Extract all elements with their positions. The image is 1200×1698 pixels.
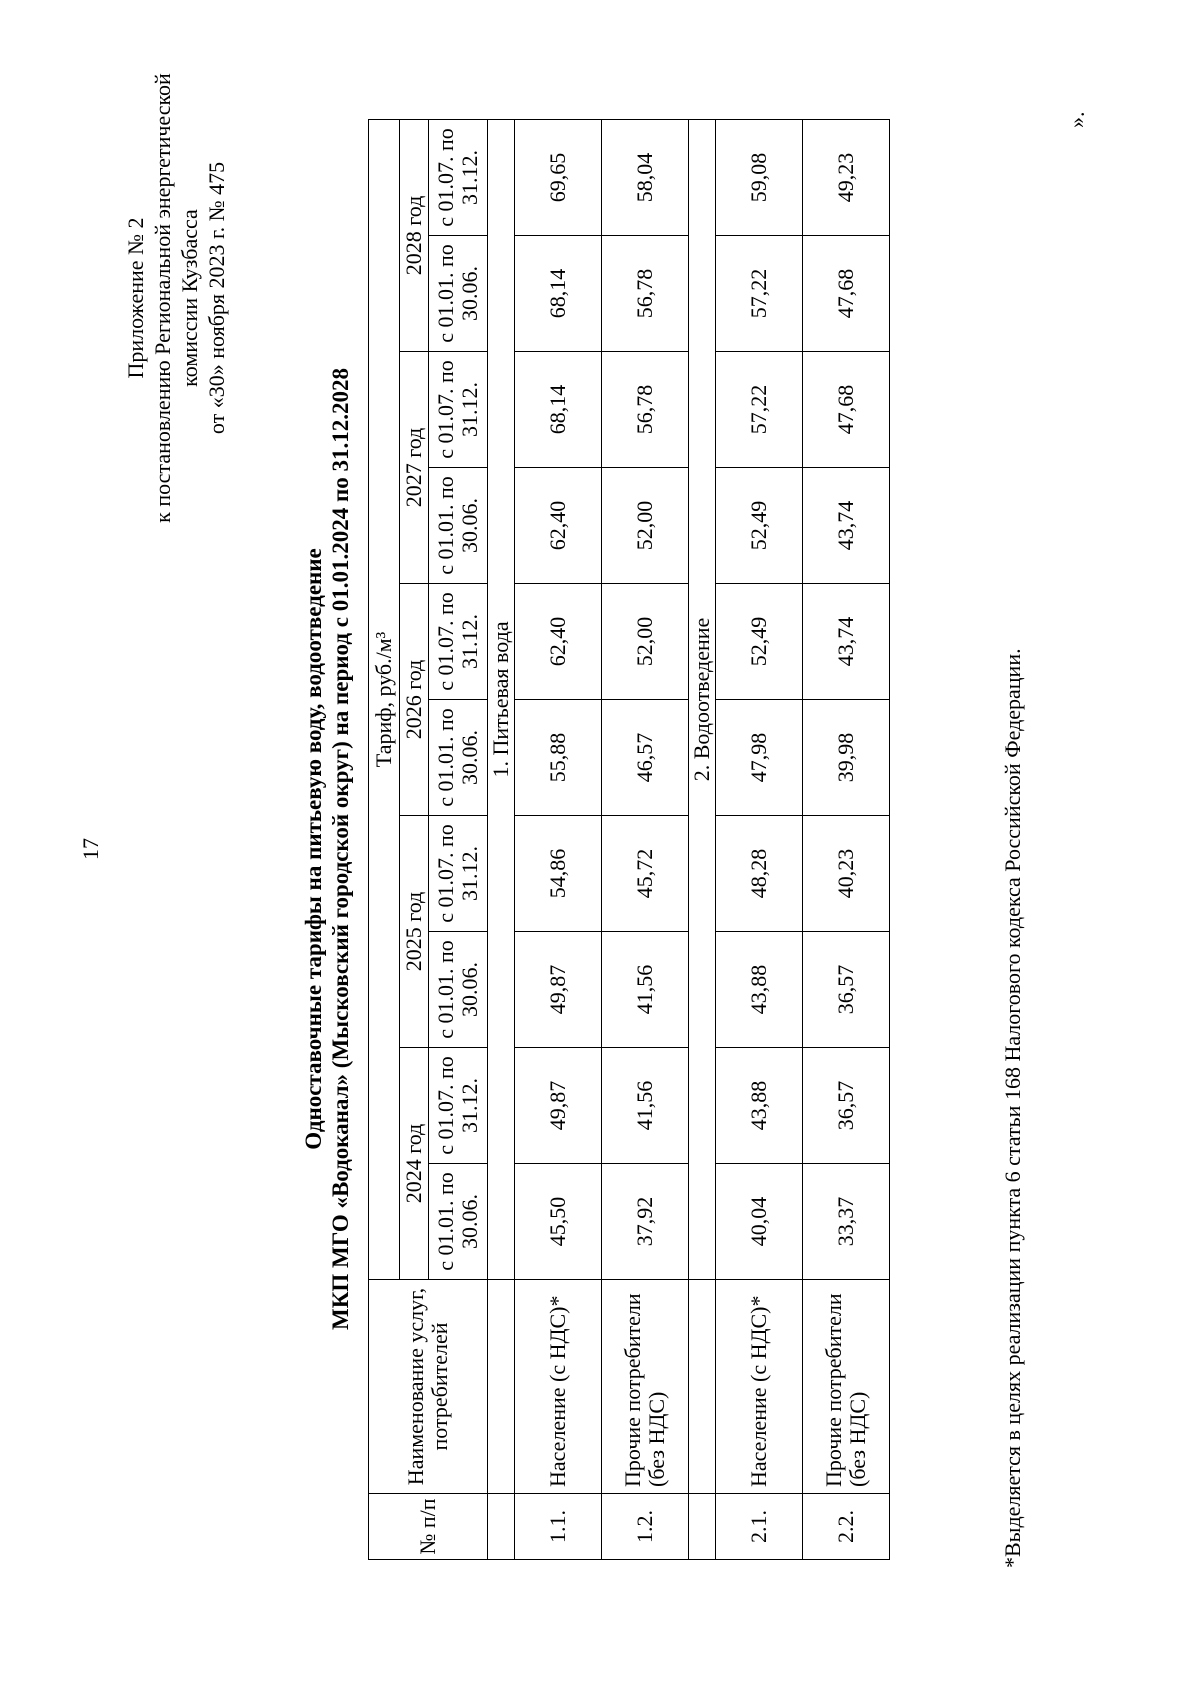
tariff-value-cell: 41,56: [602, 932, 689, 1048]
tariff-value-cell: 59,08: [716, 119, 803, 235]
row-number: 2.1.: [716, 1494, 803, 1560]
header-num: № п/п: [369, 1494, 488, 1560]
header-period-second: с 01.07. по 31.12.: [429, 119, 488, 235]
row-consumer-name: Прочие потребители (без НДС): [803, 1280, 890, 1494]
table-row: [602, 119, 689, 1559]
title-line-1: Одноставочные тарифы на питьевую воду, водоотведение: [301, 548, 326, 1150]
tariff-value-cell: 56,78: [602, 352, 689, 468]
header-period-first: с 01.01. по 30.06.: [429, 468, 488, 584]
header-period-first: с 01.01. по 30.06.: [429, 700, 488, 816]
tariff-value-cell: 41,56: [602, 1048, 689, 1164]
table-row: [803, 119, 890, 1559]
tariff-value-cell: 47,68: [803, 236, 890, 352]
appendix-line-4: от «30» ноября 2023 г. № 475: [204, 161, 229, 435]
tariff-value-cell: 52,49: [716, 584, 803, 700]
appendix-header: [122, 38, 230, 558]
closing-quote-mark: ».: [1064, 111, 1089, 128]
tariff-value-cell: 40,04: [716, 1164, 803, 1280]
tariff-table: [368, 119, 890, 1560]
header-period-second: с 01.07. по 31.12.: [429, 352, 488, 468]
header-tariff: Тариф, руб./м³: [369, 119, 400, 1279]
header-period-second: с 01.07. по 31.12.: [429, 584, 488, 700]
tariff-value-cell: 55,88: [515, 700, 602, 816]
tariff-value-cell: 68,14: [515, 352, 602, 468]
tariff-value-cell: 49,87: [515, 1048, 602, 1164]
header-period-first: с 01.01. по 30.06.: [429, 932, 488, 1048]
row-number: 1.1.: [515, 1494, 602, 1560]
table-row: [716, 119, 803, 1559]
table-row: [515, 119, 602, 1559]
tariff-value-cell: 43,88: [716, 1048, 803, 1164]
tariff-value-cell: 37,92: [602, 1164, 689, 1280]
appendix-line-2: к постановлению Региональной энергетической: [150, 73, 175, 523]
appendix-line-3: комиссии Кузбасса: [177, 209, 202, 387]
tariff-value-cell: 48,28: [716, 816, 803, 932]
tariff-value-cell: 52,49: [716, 468, 803, 584]
tariff-value-cell: 52,00: [602, 584, 689, 700]
footnote: *Выделяется в целях реализации пункта 6 статьи 168 Налогового кодекса Российской Федерации.: [1000, 648, 1025, 1568]
row-consumer-name: Население (с НДС)*: [716, 1280, 803, 1494]
tariff-value-cell: 43,74: [803, 468, 890, 584]
section-blank-cell: [488, 1280, 515, 1494]
tariff-value-cell: 43,74: [803, 584, 890, 700]
tariff-value-cell: 46,57: [602, 700, 689, 816]
tariff-value-cell: 49,23: [803, 119, 890, 235]
row-consumer-name: Прочие потребители (без НДС): [602, 1280, 689, 1494]
header-period-second: с 01.07. по 31.12.: [429, 1048, 488, 1164]
tariff-value-cell: 45,72: [602, 816, 689, 932]
tariff-value-cell: 69,65: [515, 119, 602, 235]
section-title: 1. Питьевая вода: [488, 119, 515, 1279]
header-year: 2026 год: [400, 584, 429, 816]
header-period-first: с 01.01. по 30.06.: [429, 236, 488, 352]
header-name: Наименование услуг, потребителей: [369, 1280, 488, 1494]
section-blank-cell: [689, 1280, 716, 1494]
tariff-value-cell: 43,88: [716, 932, 803, 1048]
tariff-value-cell: 36,57: [803, 932, 890, 1048]
header-year: 2028 год: [400, 119, 429, 351]
tariff-value-cell: 52,00: [602, 468, 689, 584]
row-consumer-name: Население (с НДС)*: [515, 1280, 602, 1494]
section-row: [689, 119, 716, 1559]
tariff-value-cell: 36,57: [803, 1048, 890, 1164]
tariff-value-cell: 56,78: [602, 236, 689, 352]
tariff-value-cell: 49,87: [515, 932, 602, 1048]
header-year: 2025 год: [400, 816, 429, 1048]
tariff-value-cell: 57,22: [716, 352, 803, 468]
header-period-first: с 01.01. по 30.06.: [429, 1164, 488, 1280]
tariff-value-cell: 47,98: [716, 700, 803, 816]
page-number: 17: [78, 838, 103, 860]
appendix-line-1: Приложение № 2: [123, 217, 148, 379]
document-title: [300, 0, 354, 1698]
row-number: 1.2.: [602, 1494, 689, 1560]
tariff-value-cell: 57,22: [716, 236, 803, 352]
tariff-value-cell: 33,37: [803, 1164, 890, 1280]
header-year: 2024 год: [400, 1048, 429, 1280]
tariff-value-cell: 47,68: [803, 352, 890, 468]
section-blank-cell: [488, 1494, 515, 1560]
tariff-value-cell: 68,14: [515, 236, 602, 352]
section-blank-cell: [689, 1494, 716, 1560]
tariff-value-cell: 54,86: [515, 816, 602, 932]
row-number: 2.2.: [803, 1494, 890, 1560]
tariff-value-cell: 45,50: [515, 1164, 602, 1280]
header-period-second: с 01.07. по 31.12.: [429, 816, 488, 932]
section-row: [488, 119, 515, 1559]
title-line-2: МКП МГО «Водоканал» (Мысковский городской округ) на период с 01.01.2024 по 31.12.2028: [328, 368, 353, 1330]
header-year: 2027 год: [400, 352, 429, 584]
tariff-value-cell: 62,40: [515, 584, 602, 700]
section-title: 2. Водоотведение: [689, 119, 716, 1279]
tariff-value-cell: 58,04: [602, 119, 689, 235]
tariff-value-cell: 40,23: [803, 816, 890, 932]
tariff-value-cell: 39,98: [803, 700, 890, 816]
tariff-value-cell: 62,40: [515, 468, 602, 584]
